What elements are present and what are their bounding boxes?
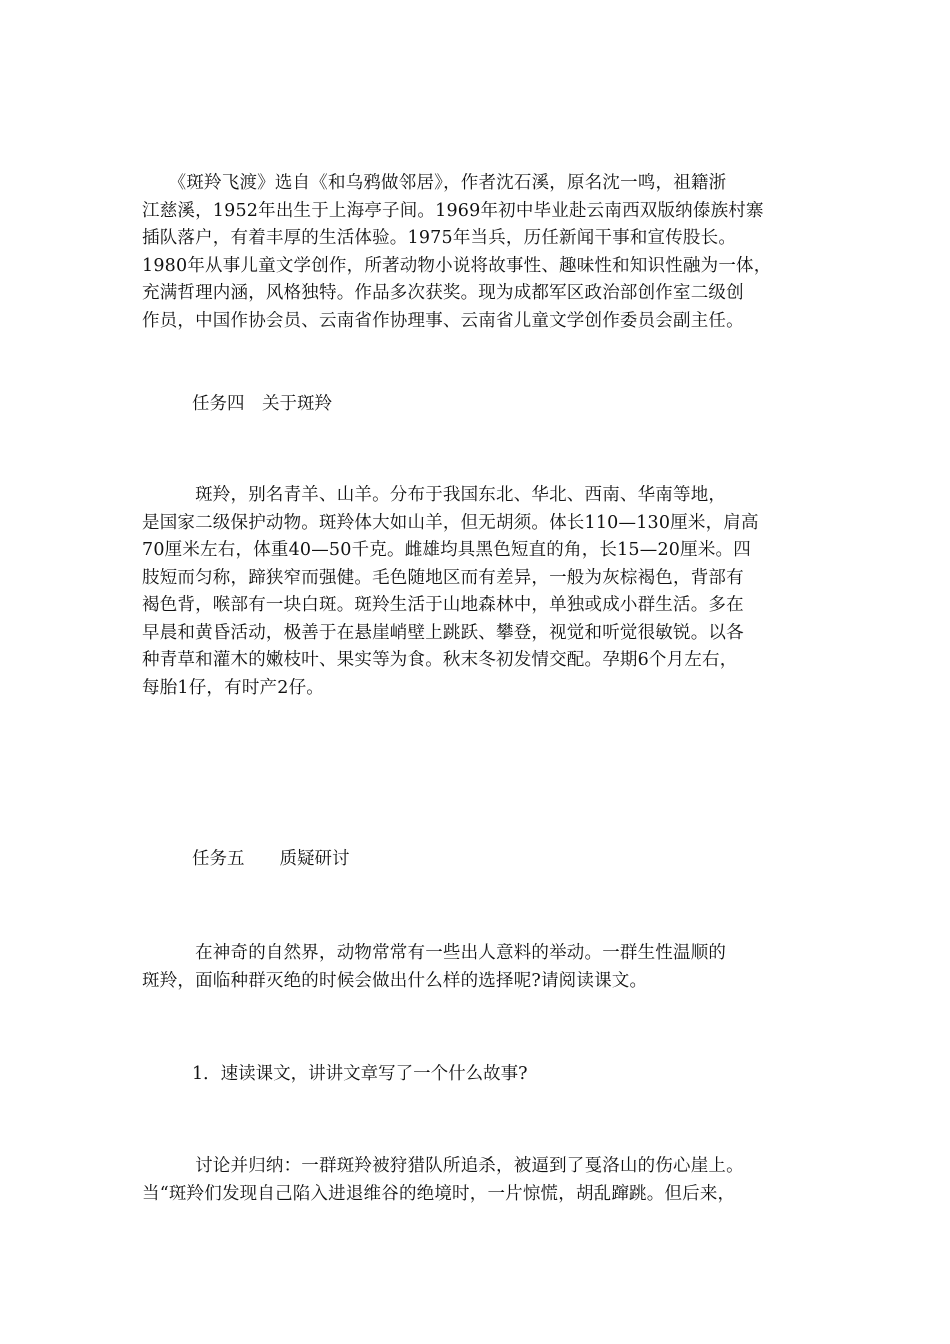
discussion-paragraph	[142, 1153, 806, 1208]
antelope-line: 肢短而匀称，蹄狭窄而强健。毛色随地区而有差异，一般为灰棕褐色，背部有	[142, 567, 744, 588]
intro-line: 插队落户，有着丰厚的生活体验。1975年当兵，历任新闻干事和宣传股长。	[142, 228, 737, 248]
intro-line: 充满哲理内涵，风格独特。作品多次获奖。现为成都军区政治部创作室二级创	[142, 283, 744, 303]
discussion-line: 讨论并归纳：一群斑羚被狩猎队所追杀，被逼到了戛洛山的伤心崖上。	[142, 1156, 744, 1176]
question-intro-line: 在神奇的自然界，动物常常有一些出人意料的举动。一群生性温顺的	[142, 943, 727, 963]
antelope-paragraph	[142, 482, 806, 702]
antelope-line: 70厘米左右，体重40—50千克。雌雄均具黑色短直的角，长15—20厘米。四	[142, 540, 751, 560]
antelope-line: 斑羚，别名青羊、山羊。分布于我国东北、华北、西南、华南等地，	[142, 485, 727, 505]
intro-line: 《斑羚飞渡》选自《和乌鸦做邻居》，作者沈石溪，原名沈一鸣，祖籍浙	[142, 173, 727, 193]
antelope-line: 早晨和黄昏活动，极善于在悬崖峭壁上跳跃、攀登，视觉和听觉很敏锐。以各	[142, 622, 744, 643]
intro-line: 作员，中国作协会员、云南省作协理事、云南省儿童文学创作委员会副主任。	[142, 310, 744, 331]
question-intro-paragraph	[142, 940, 806, 995]
antelope-line: 每胎1仔，有时产2仔。	[142, 677, 324, 698]
task5-heading: 任务五 质疑研讨	[192, 849, 350, 869]
task4-heading: 任务四 关于斑羚	[192, 394, 332, 414]
intro-paragraph	[142, 170, 806, 335]
intro-line: 1980年从事儿童文学创作，所著动物小说将故事性、趣味性和知识性融为一体，	[142, 255, 772, 276]
antelope-line: 是国家二级保护动物。斑羚体大如山羊，但无胡须。体长110—130厘米，肩高	[142, 512, 759, 533]
question-intro-line: 斑羚，面临种群灭绝的时候会做出什么样的选择呢?请阅读课文。	[142, 970, 648, 991]
discussion-line: 当“斑羚们发现自己陷入进退维谷的绝境时，一片惊慌，胡乱蹿跳。但后来，	[142, 1183, 736, 1204]
intro-line: 江慈溪，1952年出生于上海亭子间。1969年初中毕业赴云南西双版纳傣族村寨	[142, 200, 764, 221]
antelope-line: 种青草和灌木的嫩枝叶、果实等为食。秋末冬初发情交配。孕期6个月左右，	[142, 650, 738, 670]
question-1: 1．速读课文，讲讲文章写了一个什么故事?	[192, 1064, 528, 1084]
antelope-line: 褐色背，喉部有一块白斑。斑羚生活于山地森林中，单独或成小群生活。多在	[142, 595, 744, 615]
